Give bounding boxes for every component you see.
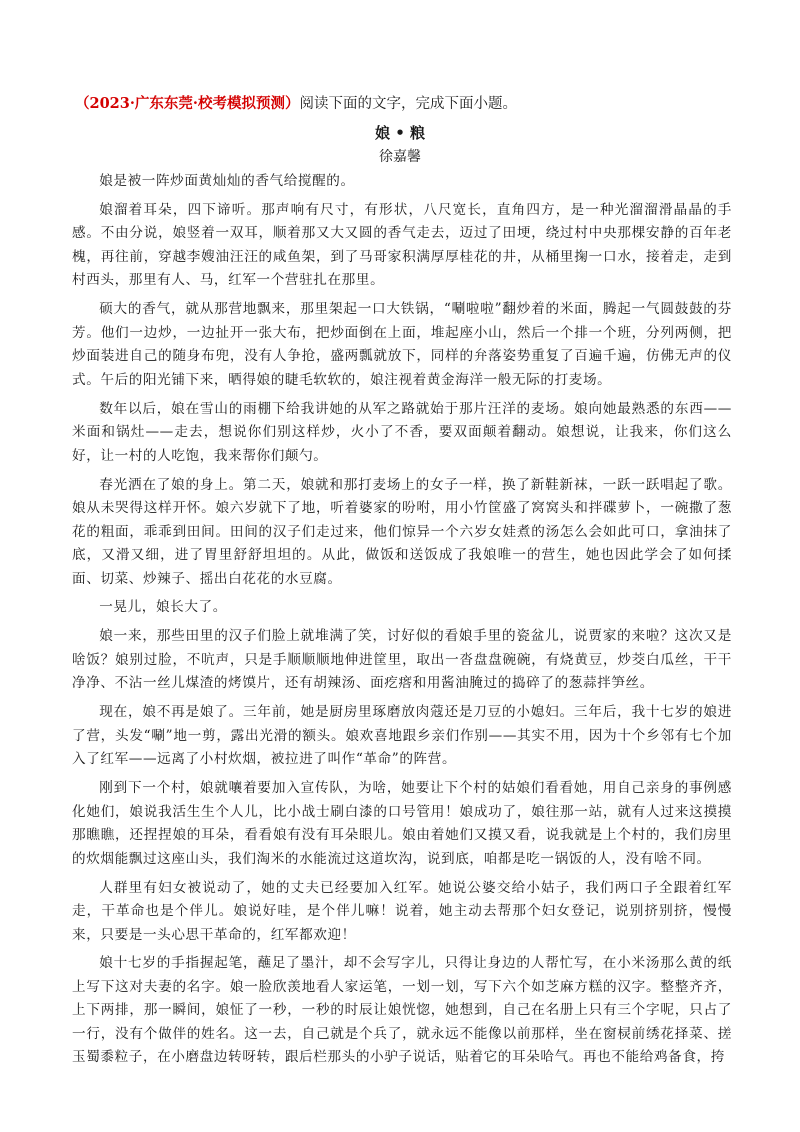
- paragraph: 刚到下一个村，娘就嚷着要加入宣传队，为啥，她要让下个村的姑娘们看看她，用自己亲身的事例感化她们，娘说我活生生个人儿，比小战士刷白漆的口号管用！娘成功了，娘往那一站，就有人过来这摸摸那瞧瞧，还捏捏娘的耳朵，看看娘有没有耳朵眼儿。娘由着她们又摸又看，说我就是上个村的，我们房里的炊烟能飘过这座山头，我们淘米的水能流过这道坎沟，说到底，咱都是吃一锅饭的人，没有啥不同。: [72, 780, 732, 867]
- question-intro: [75, 93, 735, 115]
- instruction-text: 阅读下面的文字，完成下面小题。: [299, 96, 517, 112]
- paragraph: 数年以后，娘在雪山的雨棚下给我讲她的从军之路就始于那片汪洋的麦场。娘向她最熟悉的东西——米面和锅灶——走去，想说你们别这样炒，火小了不香，要双面颠着翻动。娘想说，让我来，你们这么好，让一村的人吃饱，我来帮你们颠勺。: [72, 400, 732, 464]
- article-body: [72, 170, 732, 1075]
- paragraph: 春光洒在了娘的身上。第二天，娘就和那打麦场上的女子一样，换了新鞋新袜，一跃一跃唱起了歌。娘从未哭得这样开怀。娘六岁就下了地，听着婆家的吩咐，用小竹筐盛了窝窝头和拌碟萝卜，一碗撒了葱花的粗面，乖乖到田间。田间的汉子们走过来，他们惊异一个六岁女娃煮的汤怎么会如此可口，拿油抹了底，又滑又细，进了胃里舒舒坦坦的。从此，做饭和送饭成了我娘唯一的营生，她也因此学会了如何揉面、切菜、炒辣子、摇出白花花的水豆腐。: [72, 476, 732, 587]
- source-tag: （2023·广东东莞·校考模拟预测）: [75, 95, 300, 112]
- paragraph: 娘一来，那些田里的汉子们脸上就堆满了笑，讨好似的看娘手里的瓷盆儿，说贾家的来啦？这次又是啥饭？娘别过脸，不吭声，只是手顺顺顺地伸进筐里，取出一沓盘盘碗碗，有烧黄豆，炒茭白瓜丝，干干净净、不沾一丝儿煤渣的烤馍片，还有胡辣汤、面疙瘩和用酱油腌过的捣碎了的葱蒜拌笋丝。: [72, 628, 732, 692]
- paragraph: 一晃儿，娘长大了。: [99, 599, 227, 616]
- article-title: 娘 • 粮: [374, 124, 426, 142]
- article-author: 徐嘉馨: [379, 149, 421, 165]
- paragraph: 现在，娘不再是娘了。三年前，她是厨房里琢磨放肉蔻还是刀豆的小媳妇。三年后，我十七岁的娘进了营，头发“唰”地一剪，露出光滑的额头。娘欢喜地跟乡亲们作别——其实不用，因为十个乡邻有七个加入了红军——远离了小村炊烟，被拉进了叫作“革命”的阵营。: [72, 704, 732, 768]
- paragraph: 娘溜着耳朵，四下谛听。那声响有尺寸，有形状，八尺宽长，直角四方，是一种光溜溜滑晶晶的手感。不由分说，娘竖着一双耳，顺着那又大又圆的香气走去，迈过了田埂，绕过村中央那棵安静的百年老槐，再往前，穿越李嫂油汪汪的咸鱼架，到了马哥家积满厚厚桂花的井，从桶里掬一口水，接着走，走到村西头，那里有人、马，红军一个营驻扎在那里。: [72, 201, 732, 289]
- paragraph: 娘十七岁的手指握起笔，蘸足了墨汁，却不会写字儿，只得让身边的人帮忙写，在小米汤那么黄的纸上写下这对夫妻的名字。娘一脸欣羡地看人家运笔，一划一划，写下六个如芝麻方糕的汉字。整整齐齐，上下两排，那一瞬间，娘怔了一秒，一秒的时辰让娘恍惚，她想到，自己在名册上只有三个字呢，只占了一行，没有个做伴的姓名。这一去，自己就是个兵了，就永远不能像以前那样，坐在窗棂前绣花择菜、搓玉蜀黍粒子，在小磨盘边转呀转，跟后栏那头的小驴子说话，贴着它的耳朵哈气。再也不能给鸡备食，挎: [72, 955, 732, 1066]
- paragraph: 娘是被一阵炒面黄灿灿的香气给搅醒的。: [99, 173, 355, 189]
- paragraph: 硕大的香气，就从那营地飘来，那里架起一口大铁锅，“唰啦啦”翻炒着的米面，腾起一气圆鼓鼓的芬芳。他们一边炒，一边扯开一张大布，把炒面倒在上面，堆起座小山，然后一个排一个班，分列两侧，把炒面装进自己的随身布兜，没有人争抢，盛两瓢就放下，同样的弁落姿势重复了百遍千遍，仿佛无声的仪式。午后的阳光铺下来，晒得娘的睫毛软软的，娘注视着黄金海洋一般无际的打麦场。: [72, 301, 732, 388]
- paragraph: 人群里有妇女被说动了，她的丈夫已经要加入红军。她说公婆交给小姑子，我们两口子全跟着红军走，干革命也是个伴儿。娘说好哇，是个伴儿嘛！说着，她主动去帮那个妇女登记，说别挤别挤，慢慢来，只要是一头心思干革命的，红军都欢迎！: [72, 879, 732, 943]
